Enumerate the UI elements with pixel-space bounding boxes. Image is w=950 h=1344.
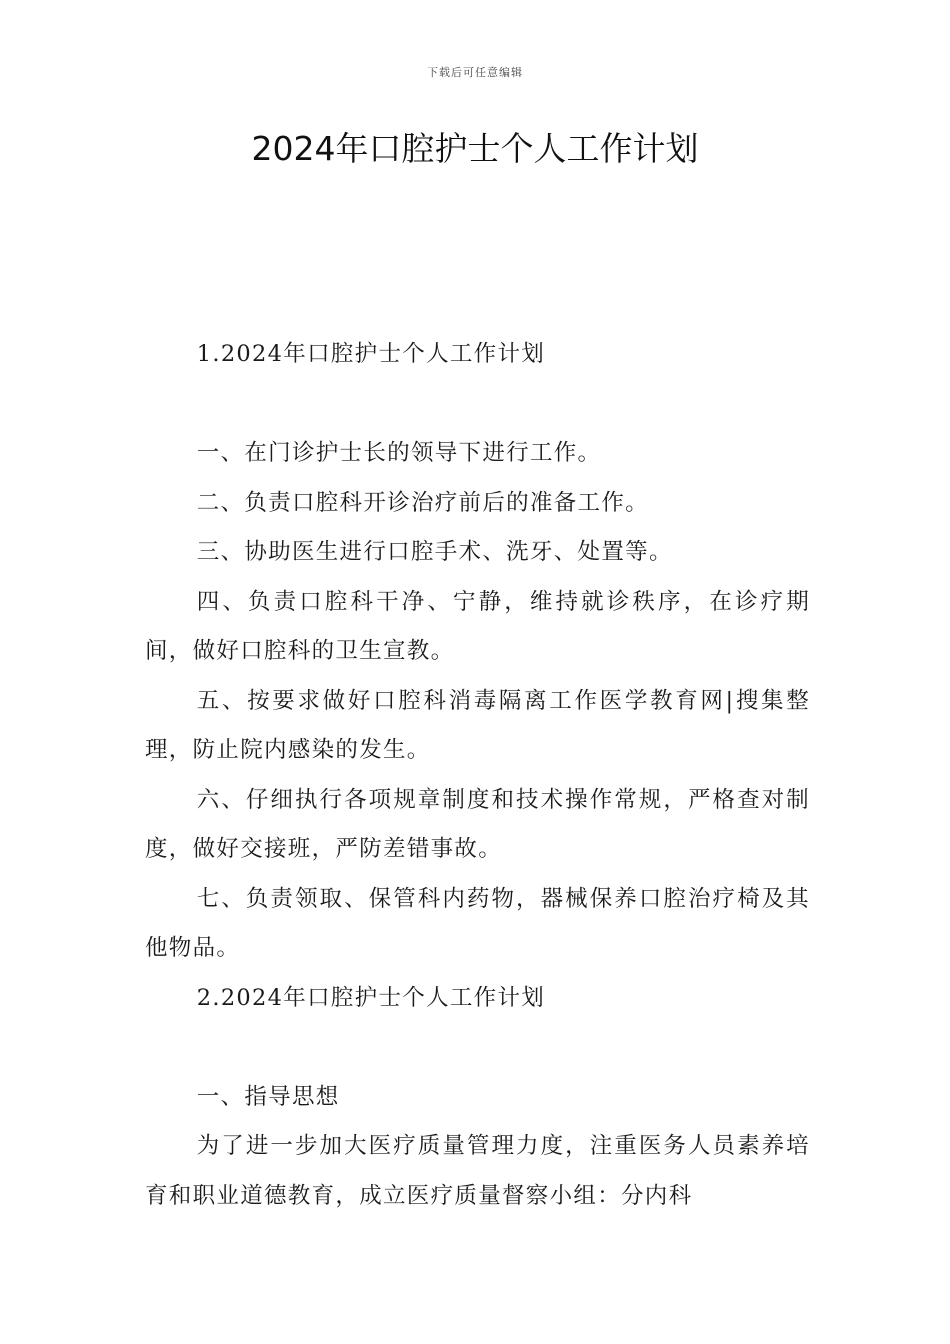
list-item: 五、按要求做好口腔科消毒隔离工作医学教育网|搜集整理，防止院内感染的发生。 — [145, 687, 810, 763]
document-body — [145, 330, 810, 1221]
list-item: 一、在门诊护士长的领导下进行工作。 — [196, 440, 602, 466]
section-2-subheading: 一、指导思想 — [196, 1083, 340, 1110]
document-title: 2024年口腔护士个人工作计划 — [251, 129, 699, 168]
list-item: 四、负责口腔科干净、宁静，维持就诊秩序，在诊疗期间，做好口腔科的卫生宣教。 — [145, 588, 810, 664]
section-1-heading: 1.2024年口腔护士个人工作计划 — [196, 341, 546, 367]
section-2-heading: 2.2024年口腔护士个人工作计划 — [196, 984, 546, 1011]
spacer — [145, 380, 810, 430]
list-item: 七、负责领取、保管科内药物，器械保养口腔治疗椅及其他物品。 — [145, 885, 810, 961]
header-note: 下载后可任意编辑 — [427, 66, 523, 79]
list-item: 二、负责口腔科开诊治疗前后的准备工作。 — [196, 489, 649, 516]
list-item: 六、仔细执行各项规章制度和技术操作常规，严格查对制度，做好交接班，严防差错事故。 — [145, 786, 810, 862]
list-item: 三、协助医生进行口腔手术、洗牙、处置等。 — [196, 539, 673, 565]
section-2-paragraph: 为了进一步加大医疗质量管理力度，注重医务人员素养培育和职业道德教育，成立医疗质量督察小组：分内科 — [145, 1133, 810, 1209]
spacer — [145, 1023, 810, 1073]
